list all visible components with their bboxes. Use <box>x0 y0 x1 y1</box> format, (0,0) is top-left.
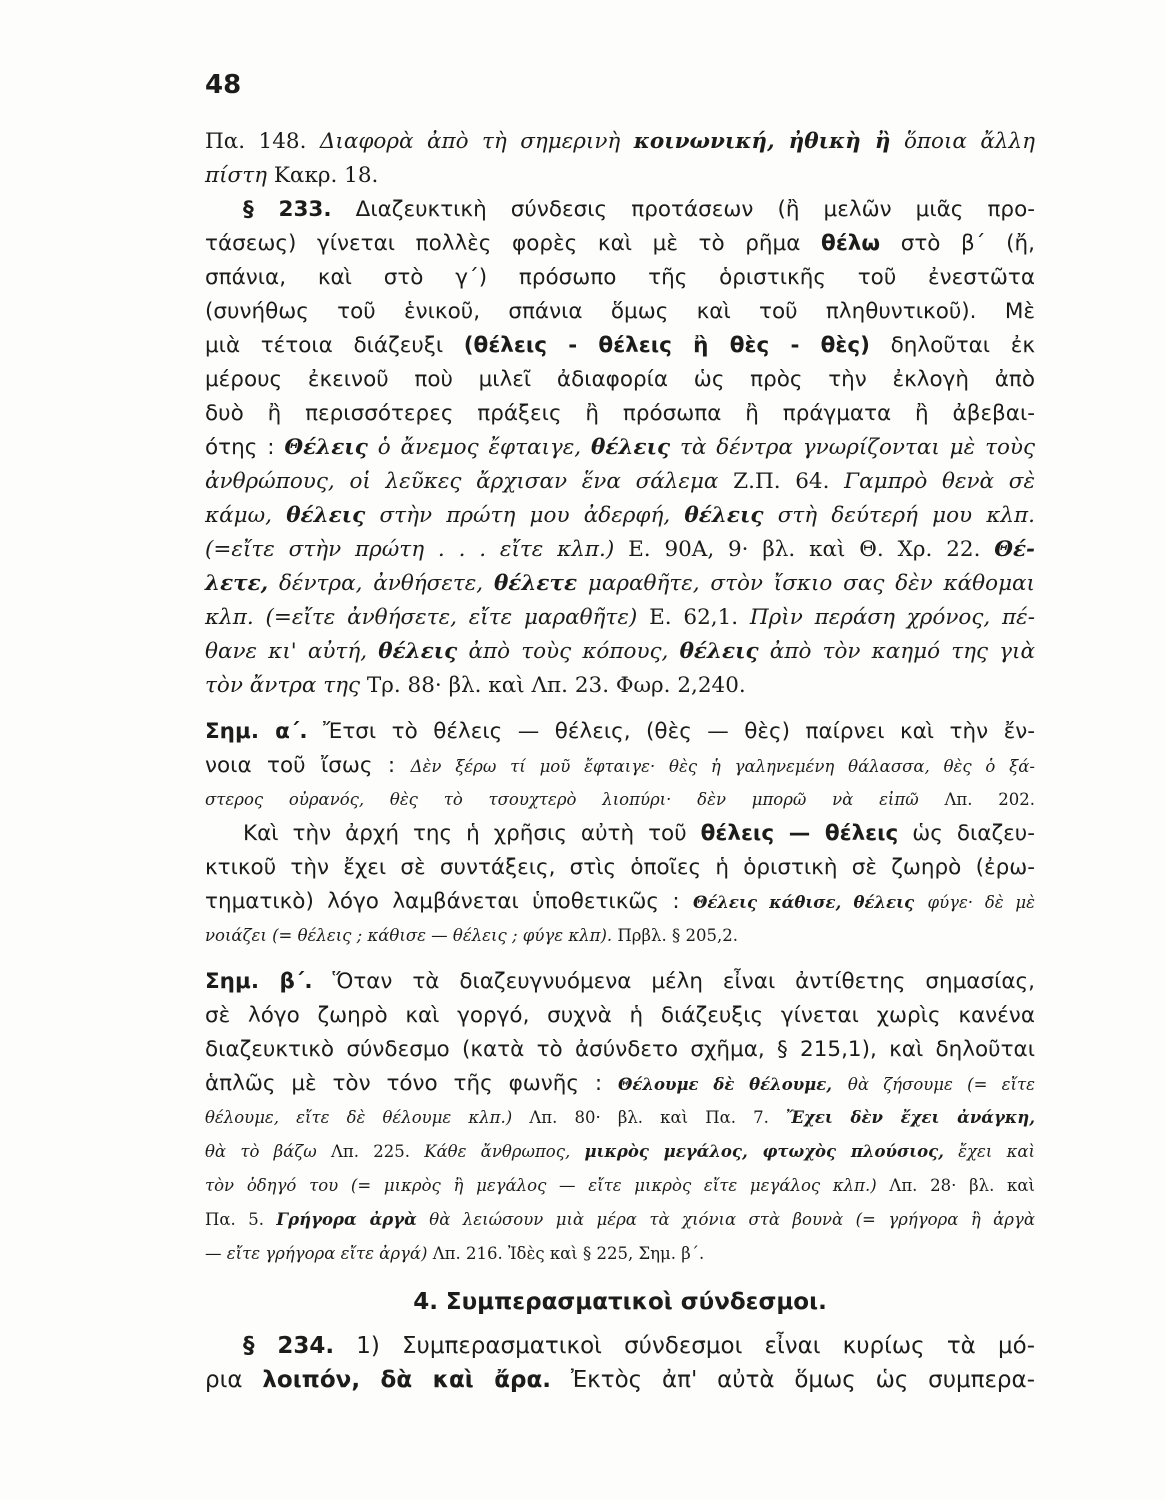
text-line: θανε κι' αὐτή, θέλεις ἀπὸ τοὺς κόπους, θέλεις ἀπὸ τὸν καημό της γιὰ <box>205 639 1035 664</box>
text-line: δυὸ ἢ περισσότερες πράξεις ἢ πρόσωπα ἢ πράγματα ἢ ἀβεβαι- <box>205 401 1035 426</box>
text-line: νοιάζει (= θέλεις ; κάθισε — θέλεις ; φύγε κλπ). Πρβλ. § 205,2. <box>205 926 738 945</box>
text-line: (συνήθως τοῦ ἑνικοῦ, σπάνια ὅμως καὶ τοῦ πληθυντικοῦ). Μὲ <box>205 299 1035 324</box>
text-line: § 233. Διαζευκτικὴ σύνδεσις προτάσεων (ἢ μελῶν μιᾶς προ- <box>243 197 1035 222</box>
text-line: λετε, δέντρα, ἀνθήσετε, θέλετε μαραθῆτε, στὸν ἴσκιο σας δὲν κάθομαι <box>205 571 1035 596</box>
text-line: ρια λοιπόν, δὰ καὶ ἄρα. Ἐκτὸς ἀπ' αὐτὰ ὅμως ὡς συμπερα- <box>205 1367 1035 1393</box>
body-text <box>205 125 1035 1397</box>
text-line: μέρους ἐκεινοῦ ποὺ μιλεῖ ἀδιαφορία ὡς πρὸς τὴν ἐκλογὴ ἀπὸ <box>205 367 1035 392</box>
text-line: τάσεως) γίνεται πολλὲς φορὲς καὶ μὲ τὸ ρῆμα θέλω στὸ β΄ (ἤ, <box>205 231 1035 256</box>
text-line: κλπ. (=εἴτε ἀνθήσετε, εἴτε μαραθῆτε) Ε. 62,1. Πρὶν περάση χρόνος, πέ- <box>205 605 1035 630</box>
text-line: κτικοῦ τὴν ἔχει σὲ συντάξεις, στὶς ὁποῖες ἡ ὁριστικὴ σὲ ζωηρὸ (ἐρω- <box>205 855 1035 880</box>
text-line: πίστη Κακρ. 18. <box>205 163 379 188</box>
text-line: τὸν ἄντρα της Τρ. 88· βλ. καὶ Λπ. 23. Φωρ. 2,240. <box>205 673 746 698</box>
section-234 <box>205 1329 1035 1397</box>
text-line: Πα. 148. Διαφορὰ ἀπὸ τὴ σημερινὴ κοινωνική, ἠθικὴ ἢ ὅποια ἄλλη <box>205 129 1036 154</box>
text-line: Σημ. β΄. Ὅταν τὰ διαζευγνυόμενα μέλη εἶναι ἀντίθετης σημασίας, <box>205 969 1035 994</box>
text-line: μιὰ τέτοια διάζευξι (θέλεις - θέλεις ἢ θὲς - θὲς) δηλοῦται ἐκ <box>205 333 1035 358</box>
text-line: διαζευκτικὸ σύνδεσμο (κατὰ τὸ ἀσύνδετο σχῆμα, § 215,1), καὶ δηλοῦται <box>205 1037 1035 1062</box>
text-line: Πα. 5. Γρήγορα ἀργὰ θὰ λειώσουν μιὰ μέρα τὰ χιόνια στὰ βουνὰ (= γρήγορα ἢ ἀργὰ <box>205 1210 1036 1229</box>
text-line: τηματικὸ) λόγο λαμβάνεται ὑποθετικῶς : Θέλεις κάθισε, θέλεις φύγε· δὲ μὲ <box>205 889 1035 914</box>
text-line: νοια τοῦ ἴσως : Δὲν ξέρω τί μοῦ ἔφταιγε· θὲς ἡ γαληνεμένη θάλασσα, θὲς ὁ ξά- <box>205 753 1035 778</box>
text-line: θέλουμε, εἴτε δὲ θέλουμε κλπ.) Λπ. 80· βλ. καὶ Πα. 7. Ἔχει δὲν ἔχει ἀνάγκη, <box>205 1108 1035 1127</box>
text-line: ἀνθρώπους, οἱ λεῦκες ἄρχισαν ἕνα σάλεμα Ζ.Π. 64. Γαμπρὸ θενὰ σὲ <box>205 469 1035 494</box>
text-line: στερος οὐρανός, θὲς τὸ τσουχτερὸ λιοπύρι· δὲν μπορῶ νὰ εἰπῶ Λπ. 202. <box>205 790 1035 809</box>
text-line: σπάνια, καὶ στὸ γ΄) πρόσωπο τῆς ὁριστικῆς τοῦ ἐνεστῶτα <box>205 265 1035 290</box>
page-number: 48 <box>205 70 242 100</box>
section-233 <box>205 193 1035 703</box>
text-line: § 234. 1) Συμπερασματικοὶ σύνδεσμοι εἶναι κυρίως τὰ μό- <box>243 1333 1035 1359</box>
text-line: Σημ. α΄. Ἔτσι τὸ θέλεις — θέλεις, (θὲς — θὲς) παίρνει καὶ τὴν ἔν- <box>205 719 1035 744</box>
text-line: σὲ λόγο ζωηρὸ καὶ γοργό, συχνὰ ἡ διάζευξις γίνεται χωρὶς κανένα <box>205 1003 1035 1028</box>
text-line: Καὶ τὴν ἀρχή της ἡ χρῆσις αὐτὴ τοῦ θέλεις — θέλεις ὡς διαζευ- <box>243 821 1035 846</box>
text-line: θὰ τὸ βάζω Λπ. 225. Κάθε ἄνθρωπος, μικρὸς μεγάλος, φτωχὸς πλούσιος, ἔχει καὶ <box>205 1142 1036 1161</box>
note-beta <box>205 965 1035 1271</box>
text-line: κάμω, θέλεις στὴν πρώτη μου ἀδερφή, θέλεις στὴ δεύτερή μου κλπ. <box>205 503 1036 528</box>
citation-block <box>205 125 1035 193</box>
text-line: ἁπλῶς μὲ τὸν τόνο τῆς φωνῆς : Θέλουμε δὲ θέλουμε, θὰ ζήσουμε (= εἴτε <box>205 1071 1035 1096</box>
text-line: (=εἴτε στὴν πρώτη . . . εἴτε κλπ.) Ε. 90Α, 9· βλ. καὶ Θ. Χρ. 22. Θέ- <box>205 537 1035 562</box>
text-line: τὸν ὁδηγό του (= μικρὸς ἢ μεγάλος — εἴτε μικρὸς εἴτε μεγάλος κλπ.) Λπ. 28· βλ. καὶ <box>205 1176 1035 1195</box>
note-alpha <box>205 715 1035 953</box>
text-line: — εἴτε γρήγορα εἴτε ἀργά) Λπ. 216. Ἰδὲς καὶ § 225, Σημ. β΄. <box>205 1244 705 1263</box>
text-line: ότης : Θέλεις ὁ ἄνεμος ἔφταιγε, θέλεις τὰ δέντρα γνωρίζονται μὲ τοὺς <box>205 435 1036 460</box>
section-heading: 4. Συμπερασματικοὶ σύνδεσμοι. <box>413 1289 827 1315</box>
